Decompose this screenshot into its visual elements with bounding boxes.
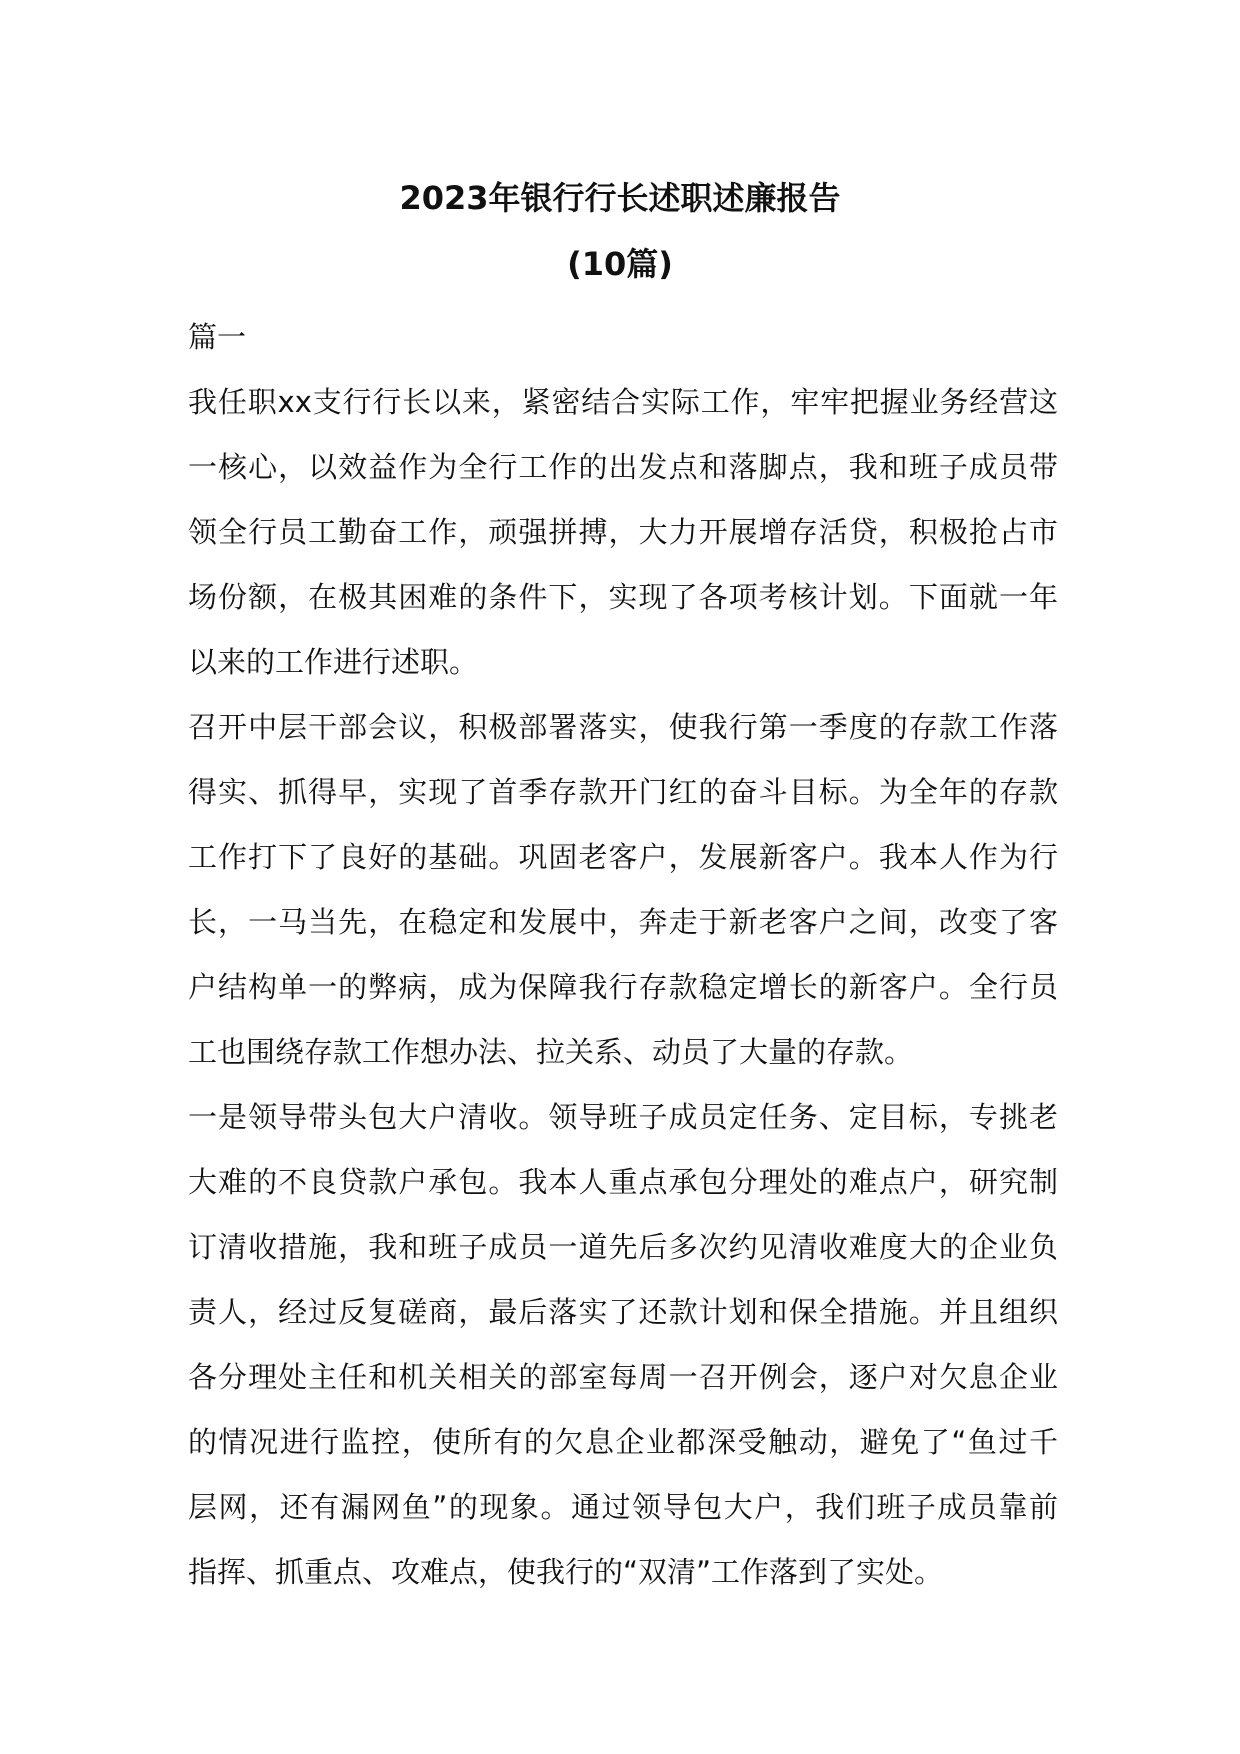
section-label-block bbox=[188, 305, 1058, 370]
section-label: 篇一 bbox=[188, 320, 247, 354]
paragraph-line: 各分理处主任和机关相关的部室每周一召开例会，逐户对欠息企业 bbox=[188, 1360, 1058, 1394]
paragraph-line: 工作打下了良好的基础。巩固老客户，发展新客户。我本人作为行 bbox=[188, 840, 1058, 874]
document-title: 2023年银行行长述职述廉报告 bbox=[399, 179, 841, 217]
paragraph-line: 场份额，在极其困难的条件下，实现了各项考核计划。下面就一年 bbox=[188, 580, 1058, 614]
document-subtitle: (10篇) bbox=[567, 245, 673, 283]
paragraph-2 bbox=[188, 695, 1058, 1085]
paragraph-line: 大难的不良贷款户承包。我本人重点承包分理处的难点户，研究制 bbox=[188, 1165, 1058, 1199]
paragraph-line: 责人，经过反复磋商，最后落实了还款计划和保全措施。并且组织 bbox=[188, 1295, 1058, 1329]
document-body bbox=[188, 305, 1058, 1605]
paragraph-line: 的情况进行监控，使所有的欠息企业都深受触动，避免了“鱼过千 bbox=[188, 1425, 1058, 1459]
paragraph-line: 一是领导带头包大户清收。领导班子成员定任务、定目标，专挑老 bbox=[188, 1100, 1058, 1134]
paragraph-line: 以来的工作进行述职。 bbox=[188, 645, 479, 679]
paragraph-line: 我任职xx支行行长以来，紧密结合实际工作，牢牢把握业务经营这 bbox=[188, 385, 1058, 419]
paragraph-3 bbox=[188, 1085, 1058, 1605]
paragraph-line: 指挥、抓重点、攻难点，使我行的“双清”工作落到了实处。 bbox=[188, 1555, 944, 1589]
paragraph-line: 一核心，以效益作为全行工作的出发点和落脚点，我和班子成员带 bbox=[188, 450, 1058, 484]
paragraph-1 bbox=[188, 370, 1058, 695]
paragraph-line: 得实、抓得早，实现了首季存款开门红的奋斗目标。为全年的存款 bbox=[188, 775, 1058, 809]
paragraph-line: 户结构单一的弊病，成为保障我行存款稳定增长的新客户。全行员 bbox=[188, 970, 1058, 1004]
paragraph-line: 工也围绕存款工作想办法、拉关系、动员了大量的存款。 bbox=[188, 1035, 914, 1069]
paragraph-line: 领全行员工勤奋工作，顽强拼搏，大力开展增存活贷，积极抢占市 bbox=[188, 515, 1058, 549]
paragraph-line: 订清收措施，我和班子成员一道先后多次约见清收难度大的企业负 bbox=[188, 1230, 1058, 1264]
paragraph-line: 层网，还有漏网鱼”的现象。通过领导包大户，我们班子成员靠前 bbox=[188, 1490, 1058, 1524]
paragraph-line: 长，一马当先，在稳定和发展中，奔走于新老客户之间，改变了客 bbox=[188, 905, 1058, 939]
paragraph-line: 召开中层干部会议，积极部署落实，使我行第一季度的存款工作落 bbox=[188, 710, 1058, 744]
